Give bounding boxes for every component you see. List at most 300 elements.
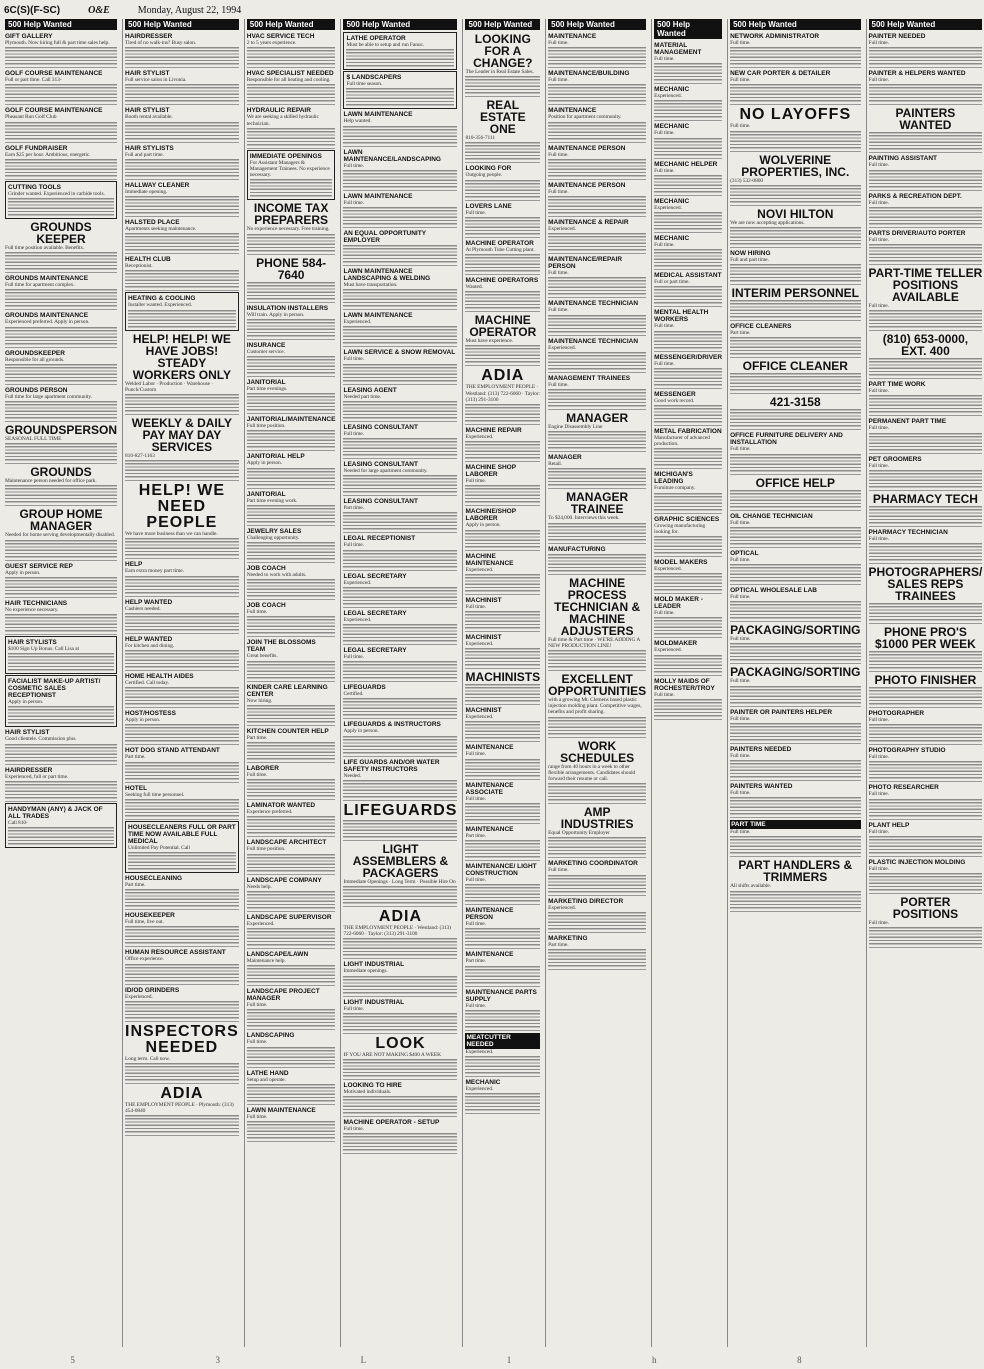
ad-body: Full time. bbox=[730, 790, 860, 815]
ad-heading: MODEL MAKERS bbox=[654, 559, 708, 567]
ad-body: Part time evenings. bbox=[247, 386, 336, 411]
classified-ad bbox=[125, 746, 239, 782]
ad-heading: HANDYMAN (ANY) & JACK OF ALL TRADES bbox=[8, 805, 103, 820]
classified-ad bbox=[343, 609, 457, 645]
ad-body: Full time. bbox=[730, 594, 860, 619]
ad-heading: LAWN MAINTENANCE bbox=[343, 111, 413, 119]
classified-ad bbox=[125, 948, 239, 984]
ad-body: Full time. bbox=[548, 189, 646, 214]
ad-body: SEASONAL FULL TIME bbox=[5, 436, 117, 461]
classified-ad bbox=[343, 460, 457, 496]
ad-body: Full time position. bbox=[247, 423, 336, 448]
ad-heading: KINDER CARE LEARNING CENTER bbox=[246, 683, 328, 698]
ad-heading: HAIRDRESSER bbox=[125, 33, 173, 40]
classified-ad bbox=[465, 202, 540, 238]
ad-heading: $ LANDSCAPERS bbox=[346, 74, 402, 82]
ad-body: Experienced. bbox=[465, 1049, 540, 1074]
classified-ad bbox=[730, 322, 860, 358]
ad-heading: WORK SCHEDULES bbox=[560, 738, 635, 765]
ad-heading: HAIR STYLIST bbox=[5, 729, 50, 737]
classified-ad bbox=[465, 276, 540, 312]
classified-ad bbox=[465, 507, 540, 550]
ad-heading: PAINTING ASSISTANT bbox=[868, 155, 938, 163]
ad-heading: LEGAL RECEPTIONIST bbox=[343, 535, 416, 543]
classified-ad bbox=[548, 805, 646, 858]
ad-heading: MENTAL HEALTH WORKERS bbox=[654, 309, 709, 324]
ad-body: Experienced. bbox=[465, 434, 540, 459]
ad-heading: PART-TIME TELLER POSITIONS AVAILABLE bbox=[868, 266, 983, 305]
ad-body: Full time. bbox=[465, 877, 540, 902]
ad-body: Full or part time. bbox=[654, 279, 722, 304]
ad-body: Earn $25 per hour. Ambitious, energetic. bbox=[5, 152, 117, 177]
classified-columns bbox=[3, 19, 983, 1347]
ad-body: Part time evening work. bbox=[247, 498, 336, 523]
classified-ad bbox=[465, 781, 540, 824]
ad-heading: REAL ESTATE ONE bbox=[480, 98, 526, 137]
classified-ad bbox=[125, 709, 239, 745]
ad-heading: AN EQUAL OPPORTUNITY EMPLOYER bbox=[343, 230, 426, 245]
ad-body: Experienced. bbox=[654, 647, 722, 672]
classified-ad bbox=[125, 874, 239, 910]
column-header: 500 Help Wanted bbox=[343, 19, 457, 30]
classified-ad bbox=[465, 239, 540, 275]
ad-body: Experienced. bbox=[654, 566, 722, 591]
ad-heading: GROUNDS KEEPER bbox=[30, 220, 92, 247]
classified-ad bbox=[5, 599, 117, 635]
ad-heading: HOTEL bbox=[125, 784, 148, 792]
ad-body: Experienced. bbox=[343, 580, 457, 605]
ad-body: Immediate openings. bbox=[343, 968, 457, 993]
ad-heading: HEATING & COOLING bbox=[128, 295, 196, 303]
classified-ad bbox=[548, 299, 646, 335]
classified-ad bbox=[343, 720, 457, 756]
classified-ad bbox=[247, 913, 336, 949]
classified-ad bbox=[654, 470, 722, 513]
classified-ad bbox=[5, 386, 117, 422]
classified-ad bbox=[125, 598, 239, 634]
ad-heading: PHARMACY TECHNICIAN bbox=[868, 528, 948, 536]
ad-body: Experienced. bbox=[548, 226, 646, 251]
ad-heading: GROUNDS MAINTENANCE bbox=[5, 312, 89, 320]
ad-heading: OPTICAL WHOLESALE LAB bbox=[730, 587, 817, 595]
ad-body: All shifts available. bbox=[730, 883, 860, 908]
ad-heading: LABORER bbox=[246, 765, 279, 773]
ad-heading: WOLVERINE PROPERTIES, INC. bbox=[741, 152, 850, 179]
ad-body: IF YOU ARE NOT MAKING $400 A WEEK bbox=[343, 1052, 457, 1077]
ad-heading: MANAGER TRAINEE bbox=[566, 490, 629, 517]
ad-heading: LOVERS LANE bbox=[465, 202, 512, 210]
ad-body: Experienced. bbox=[247, 921, 336, 946]
ad-heading: PLASTIC INJECTION MOLDING bbox=[868, 858, 966, 866]
ad-heading: GRAPHIC SCIENCES bbox=[654, 515, 720, 523]
ad-body: Engine Disassembly Line bbox=[548, 424, 646, 449]
ad-body: Motivated individuals. bbox=[343, 1089, 457, 1114]
ad-body: Full time. bbox=[730, 753, 860, 778]
ad-body: Now hiring. bbox=[247, 698, 336, 723]
ad-heading: MECHANIC bbox=[654, 86, 690, 94]
ad-body: Experienced. bbox=[465, 641, 540, 666]
ad-body: Grinder wanted. Experienced in carbide tools. bbox=[8, 191, 114, 216]
ad-heading: LEGAL SECRETARY bbox=[343, 572, 407, 580]
ad-body bbox=[730, 409, 860, 427]
ad-heading: MAINTENANCE bbox=[465, 951, 514, 959]
ad-heading: LIGHT ASSEMBLERS & PACKAGERS bbox=[352, 841, 449, 880]
classified-ad bbox=[548, 255, 646, 298]
classified-ad bbox=[247, 838, 336, 874]
ad-body: Needed to work with adults. bbox=[247, 572, 336, 597]
ad-body: Full time. bbox=[343, 1006, 457, 1031]
ad-heading: CUTTING TOOLS bbox=[8, 183, 61, 191]
classified-ad bbox=[869, 266, 983, 331]
ad-body: Part time. bbox=[730, 330, 860, 355]
ad-heading: GIFT GALLERY bbox=[5, 33, 53, 40]
ad-body: Full time. bbox=[730, 77, 860, 102]
ad-body: Full time. bbox=[343, 542, 457, 567]
classified-ad bbox=[548, 411, 646, 452]
ad-heading: PART HANDLERS & TRIMMERS bbox=[738, 858, 853, 885]
ad-body: Full service salon in Livonia. bbox=[125, 77, 239, 102]
classified-ad bbox=[654, 515, 722, 557]
ad-body: Full time & Part time · WE'RE ADDING A NEW PRODUCTION LINE! bbox=[548, 637, 646, 668]
classified-ad bbox=[5, 106, 117, 142]
classified-ad bbox=[5, 144, 117, 180]
ad-heading: PACKAGING/SORTING bbox=[730, 665, 861, 680]
ad-body: Full time. bbox=[343, 200, 457, 225]
ad-heading: HAIR TECHNICIANS bbox=[5, 599, 68, 607]
ad-body: Full time. bbox=[869, 717, 983, 742]
ad-body: Full time. bbox=[247, 1114, 336, 1139]
classified-ad bbox=[247, 601, 336, 637]
ad-heading: PART TIME bbox=[730, 820, 860, 829]
ad-body: No experience necessary. bbox=[5, 607, 117, 632]
ad-heading: MECHANIC HELPER bbox=[654, 160, 718, 168]
footer-mark: 3 bbox=[215, 1354, 220, 1365]
ad-heading: HELP! HELP! WE HAVE JOBS! STEADY WORKERS ONLY bbox=[132, 331, 231, 382]
ad-heading: HELP WANTED bbox=[125, 598, 173, 606]
ad-heading: MACHINE OPERATORS bbox=[465, 277, 539, 285]
classified-ad bbox=[343, 646, 457, 682]
ad-body: Good clientele. Commission plus. bbox=[5, 736, 117, 761]
ad-heading: MESSENGER bbox=[654, 390, 696, 398]
classified-ad bbox=[548, 739, 646, 805]
classified-ad bbox=[730, 745, 860, 781]
ad-heading: JANITORIAL HELP bbox=[246, 453, 305, 461]
classified-column bbox=[244, 19, 338, 1347]
classified-ad bbox=[548, 672, 646, 738]
ad-body: Wanted. bbox=[465, 284, 540, 309]
classified-ad bbox=[465, 463, 540, 506]
ad-heading: JOB COACH bbox=[246, 602, 286, 610]
footer-marks bbox=[0, 1350, 872, 1369]
classified-ad bbox=[343, 802, 457, 841]
ad-body: Cashiers needed. bbox=[125, 606, 239, 631]
footer-mark: L bbox=[360, 1354, 367, 1365]
column-header: 500 Help Wanted bbox=[548, 19, 646, 30]
ad-heading: MARKETING bbox=[548, 934, 588, 942]
ad-body: Experienced preferred. Apply in person. bbox=[5, 319, 117, 344]
classified-ad bbox=[465, 988, 540, 1031]
classified-ad bbox=[730, 665, 860, 706]
ad-heading: HEALTH CLUB bbox=[125, 256, 171, 264]
ad-heading: MAINTENANCE/ LIGHT CONSTRUCTION bbox=[465, 863, 537, 878]
classified-ad bbox=[247, 638, 336, 681]
ad-heading: NOW HIRING bbox=[730, 250, 771, 258]
ad-body: Full time. bbox=[654, 168, 722, 193]
ad-body: Full time. bbox=[465, 751, 540, 776]
classified-ad bbox=[654, 558, 722, 594]
ad-heading: LEASING CONSULTANT bbox=[343, 461, 418, 469]
ad-heading: PART TIME WORK bbox=[868, 381, 926, 389]
ad-body: Full time. bbox=[465, 921, 540, 946]
ad-heading: MECHANIC bbox=[654, 197, 690, 205]
ad-heading: OFFICE FURNITURE DELIVERY AND INSTALLATION bbox=[730, 432, 843, 447]
classified-ad bbox=[247, 32, 336, 68]
ad-heading: NO LAYOFFS bbox=[739, 106, 852, 124]
classified-ad bbox=[125, 218, 239, 254]
ad-heading: MAINTENANCE bbox=[548, 107, 597, 115]
footer-mark: 5 bbox=[70, 1354, 75, 1365]
ad-heading: OIL CHANGE TECHNICIAN bbox=[730, 512, 813, 520]
ad-body: Great benefits. bbox=[247, 653, 336, 678]
ad-body: Full time. bbox=[343, 356, 457, 381]
classified-ad bbox=[465, 164, 540, 200]
ad-heading: GROUP HOME MANAGER bbox=[19, 507, 103, 534]
classified-ad bbox=[5, 465, 117, 506]
ad-body: Full and part time. bbox=[730, 257, 860, 282]
classified-ad bbox=[343, 683, 457, 719]
ad-body: For kitchen and dining. bbox=[125, 643, 239, 668]
ad-body: Part time. bbox=[343, 505, 457, 530]
classified-ad bbox=[654, 390, 722, 426]
ad-heading: MECHANIC bbox=[654, 235, 690, 243]
classified-ad bbox=[465, 32, 540, 97]
ad-heading: MACHINE OPERATOR bbox=[469, 313, 537, 340]
classified-ad bbox=[654, 85, 722, 121]
classified-ad bbox=[5, 562, 117, 598]
ad-body: Maintenance help. bbox=[247, 958, 336, 983]
ad-body: Welded Labor · Production · Warehouse · Punch/Custom bbox=[125, 381, 239, 412]
ad-body: Part time. bbox=[465, 833, 540, 858]
classified-ad bbox=[869, 69, 983, 105]
ad-heading: GROUNDS PERSON bbox=[5, 386, 68, 394]
ad-body: Retail. bbox=[548, 461, 646, 486]
classified-ad bbox=[730, 782, 860, 818]
ad-heading: MEATCUTTER NEEDED bbox=[465, 1033, 540, 1049]
classified-ad bbox=[465, 367, 540, 425]
ad-body: Full time. bbox=[730, 446, 860, 471]
ad-body: Full time. bbox=[465, 604, 540, 629]
footer-mark: 1 bbox=[506, 1354, 512, 1365]
ad-body: Apply in person. bbox=[125, 717, 239, 742]
classified-ad bbox=[343, 572, 457, 608]
classified-ad bbox=[5, 507, 117, 560]
ad-heading: MANAGER bbox=[548, 454, 582, 462]
ad-heading: HVAC SPECIALIST NEEDED bbox=[246, 70, 334, 78]
ad-body: Full time. bbox=[730, 557, 860, 582]
ad-heading: HELP! WE NEED PEOPLE bbox=[138, 482, 225, 532]
ad-heading: PHARMACY TECH bbox=[872, 491, 978, 506]
ad-body: Full time. bbox=[869, 162, 983, 187]
ad-body: Part time. bbox=[247, 735, 336, 760]
ad-heading: MACHINE PROCESS TECHNICIAN & MACHINE ADJUSTERS bbox=[554, 575, 641, 638]
ad-body: Experienced, full or part time. bbox=[5, 774, 117, 799]
ad-body: (313) 532-0800 bbox=[730, 178, 860, 203]
ad-body: Full time. bbox=[730, 40, 860, 65]
ad-heading: INSULATION INSTALLERS bbox=[246, 304, 329, 312]
classified-ad bbox=[247, 987, 336, 1030]
classified-ad bbox=[247, 764, 336, 800]
column-header: 500 Help Wanted bbox=[465, 19, 540, 30]
classified-ad bbox=[465, 706, 540, 742]
classified-ad bbox=[247, 683, 336, 726]
ad-body: Experienced. bbox=[654, 205, 722, 230]
ad-body: Must have experience. bbox=[465, 338, 540, 363]
classified-ad bbox=[5, 423, 117, 464]
classified-ad bbox=[548, 897, 646, 933]
ad-body: Experienced. bbox=[465, 567, 540, 592]
classified-ad bbox=[5, 728, 117, 764]
ad-body: 810-827-1163 bbox=[125, 453, 239, 478]
ad-heading: PERMANENT PART TIME bbox=[868, 418, 947, 426]
ad-body: At Plymouth Tube Cutting plant. bbox=[465, 247, 540, 272]
ad-heading: JOB COACH bbox=[246, 565, 286, 573]
classified-ad bbox=[869, 746, 983, 782]
ad-heading: PAINTER & HELPERS WANTED bbox=[868, 70, 966, 78]
column-header: 500 Help Wanted bbox=[730, 19, 860, 30]
ad-body: Full time. bbox=[869, 200, 983, 225]
ad-body: Experienced. bbox=[548, 345, 646, 370]
ad-heading: NETWORK ADMINISTRATOR bbox=[730, 33, 820, 40]
classified-ad bbox=[869, 417, 983, 453]
classified-column bbox=[727, 19, 862, 1347]
ad-heading: LANDSCAPE COMPANY bbox=[246, 876, 322, 884]
ad-heading: OFFICE CLEANERS bbox=[730, 323, 792, 331]
ad-heading: MAINTENANCE PERSON bbox=[548, 144, 626, 152]
classified-ad bbox=[548, 144, 646, 180]
classified-ad bbox=[548, 106, 646, 142]
ad-body: Needs help. bbox=[247, 884, 336, 909]
ad-heading: PAINTER NEEDED bbox=[868, 33, 926, 40]
ad-body: Full time. bbox=[869, 303, 983, 328]
classified-ad bbox=[125, 784, 239, 820]
ad-heading: LEASING CONSULTANT bbox=[343, 423, 418, 431]
ad-body: Full time. bbox=[730, 123, 860, 148]
ad-heading: PHOTOGRAPHY STUDIO bbox=[868, 747, 946, 755]
classified-ad bbox=[343, 110, 457, 146]
classified-ad bbox=[125, 911, 239, 947]
classified-ad bbox=[343, 148, 457, 191]
ad-heading: HELP WANTED bbox=[125, 635, 173, 643]
ad-heading: JEWELRY SALES bbox=[246, 527, 302, 535]
column-header: 500 Help Wanted bbox=[247, 19, 336, 30]
classified-ad bbox=[343, 348, 457, 384]
classified-ad bbox=[465, 743, 540, 779]
classified-ad bbox=[730, 106, 860, 151]
ad-heading: MACHINIST bbox=[465, 596, 502, 604]
ad-body bbox=[869, 506, 983, 524]
ad-heading: MEDICAL ASSISTANT bbox=[654, 272, 722, 280]
ad-body: Experienced. bbox=[343, 617, 457, 642]
ad-heading: MAINTENANCE TECHNICIAN bbox=[548, 300, 639, 308]
ad-heading: GOLF COURSE MAINTENANCE bbox=[5, 107, 103, 115]
ad-body bbox=[465, 684, 540, 702]
ad-body: Full time. bbox=[548, 307, 646, 332]
ad-heading: HAIR STYLISTS bbox=[125, 144, 174, 152]
classified-ad bbox=[548, 934, 646, 970]
classified-ad bbox=[343, 1081, 457, 1117]
ad-heading: ADIA bbox=[160, 1085, 204, 1103]
ad-body: Full time. bbox=[548, 40, 646, 65]
ad-body: Tired of no walk-ins? Busy salon. bbox=[125, 40, 239, 65]
ad-body: Needed. bbox=[343, 773, 457, 798]
classified-ad bbox=[869, 154, 983, 190]
ad-body: Full time. bbox=[730, 636, 860, 661]
classified-ad bbox=[247, 452, 336, 488]
classified-ad bbox=[247, 1069, 336, 1105]
ad-heading: (810) 653-0000, EXT. 400 bbox=[882, 332, 969, 359]
ad-heading: PAINTERS WANTED bbox=[895, 106, 956, 133]
ad-heading: MAINTENANCE bbox=[465, 744, 514, 752]
classified-ad bbox=[343, 229, 457, 266]
classified-ad bbox=[869, 858, 983, 894]
ad-body: Full time. bbox=[869, 40, 983, 65]
ad-heading: HAIR STYLIST bbox=[125, 70, 170, 78]
classified-ad bbox=[247, 201, 336, 254]
ad-heading: HOUSEKEEPER bbox=[125, 912, 175, 920]
ad-heading: HOST/HOSTESS bbox=[125, 710, 176, 718]
ad-body: Full time. bbox=[343, 431, 457, 456]
ad-body: Full time. bbox=[654, 692, 722, 717]
classified-column bbox=[122, 19, 241, 1347]
ad-body: Certified. bbox=[343, 691, 457, 716]
classified-ad bbox=[654, 197, 722, 233]
classified-ad bbox=[5, 69, 117, 105]
ad-body: Booth rental available. bbox=[125, 114, 239, 139]
classified-ad bbox=[5, 181, 117, 219]
classified-column bbox=[3, 19, 119, 1347]
ad-heading: LEASING CONSULTANT bbox=[343, 498, 418, 506]
ad-heading: JANITORIAL/MAINTENANCE bbox=[246, 416, 336, 424]
section-label: 6C(S)(F-SC) bbox=[4, 4, 61, 16]
ad-body: THE EMPLOYMENT PEOPLE · Westland: (313) 722-6060 · Taylor: (313) 291-3100 bbox=[465, 384, 540, 422]
ad-body: Full or part time. Call 313- bbox=[5, 77, 117, 102]
ad-heading: LOOKING FOR bbox=[465, 165, 512, 173]
ad-body: Position for apartment community. bbox=[548, 114, 646, 139]
ad-heading: MAINTENANCE bbox=[548, 33, 597, 40]
ad-body: Maintenance person needed for office park. bbox=[5, 478, 117, 503]
ad-heading: MACHINISTS bbox=[465, 670, 541, 685]
classified-ad bbox=[654, 595, 722, 638]
classified-ad bbox=[343, 534, 457, 570]
ad-heading: METAL FABRICATION bbox=[654, 428, 722, 436]
ad-heading: NEW CAR PORTER & DETAILER bbox=[730, 70, 831, 78]
classified-ad bbox=[730, 249, 860, 285]
ad-body: Installer wanted. Experienced. bbox=[128, 302, 236, 327]
classified-ad bbox=[247, 490, 336, 526]
ad-body: Full time. bbox=[869, 791, 983, 816]
ad-body: We are seeking a skilled hydraulic technician. bbox=[247, 114, 336, 145]
ad-heading: PHOTO FINISHER bbox=[874, 673, 977, 688]
ad-heading: GUEST SERVICE REP bbox=[5, 562, 73, 570]
classified-ad bbox=[247, 415, 336, 451]
column-header: 500 Help Wanted bbox=[5, 19, 117, 30]
ad-heading: LAWN MAINTENANCE bbox=[343, 312, 413, 320]
ad-body bbox=[343, 245, 457, 263]
classified-ad bbox=[343, 192, 457, 228]
ad-body: Responsible for all heating and cooling. bbox=[247, 77, 336, 102]
classified-ad bbox=[465, 1078, 540, 1114]
ad-body: range from 40 hours in a week to other flexible arrangements. Candidates should forward their resume or call. bbox=[548, 764, 646, 802]
